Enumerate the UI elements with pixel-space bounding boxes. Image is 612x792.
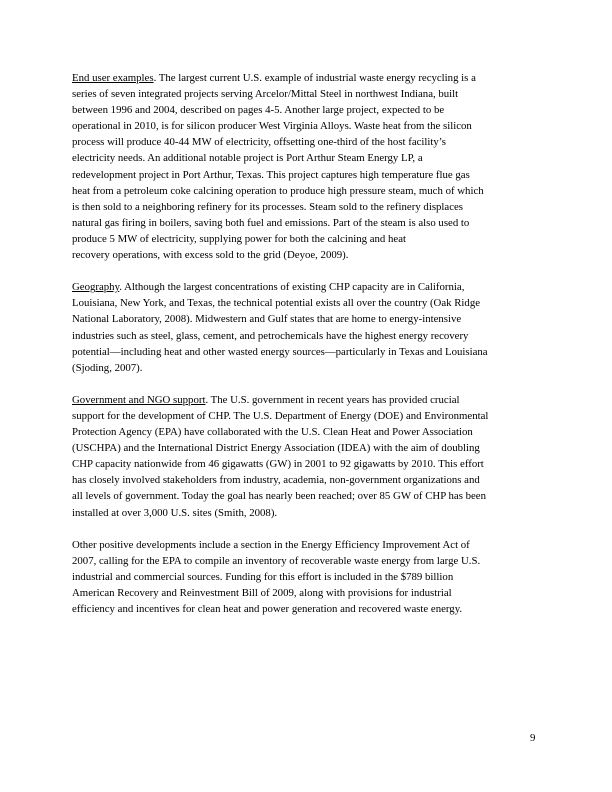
paragraph-line: natural gas firing in boilers, saving both fuel and emissions. Part of the steam is also used to [72,216,470,229]
page-number: 9 [530,732,536,744]
paragraph-line: efficiency and incentives for clean heat and power generation and recovered waste energy. [72,603,463,616]
paragraph-line: produce 5 MW of electricity, supplying power for both the calcining and heat [72,232,407,245]
paragraph-line: support for the development of CHP. The U.S. Department of Energy (DOE) and Environmental [72,409,489,422]
paragraph-line: recovery operations, with excess sold to the grid (Deyoe, 2009). [72,249,349,262]
paragraph-line: (Sjoding, 2007). [72,361,143,374]
paragraph-line: Other positive developments include a section in the Energy Efficiency Improvement Act of [72,538,470,551]
paragraph-line: (USCHPA) and the International District Energy Association (IDEA) with the aim of doubling [72,442,480,455]
paragraph-line: Louisiana, New York, and Texas, the technical potential exists all over the country (Oak Ridge [72,297,481,310]
paragraph-line: series of seven integrated projects serving Arcelor/Mittal Steel in northwest Indiana, built [72,88,459,101]
paragraph-line: has closely involved stakeholders from industry, academia, non-government organizations and [72,474,480,487]
paragraph-line: CHP capacity nationwide from 46 gigawatts (GW) in 2001 to 92 gigawatts by 2010. This effort [72,458,484,471]
section-heading-geography: Geography [72,281,120,294]
paragraph-government-ngo-support [72,392,542,521]
paragraph-line: Protection Agency (EPA) have collaborated with the U.S. Clean Heat and Power Association [72,426,473,439]
section-heading-end-user-examples: End user examples [72,72,154,84]
paragraph-line: American Recovery and Reinvestment Bill of 2009, along with provisions for industrial [72,587,452,599]
paragraph-line: operational in 2010, is for silicon producer West Virginia Alloys. Waste heat from the silicon [72,120,472,133]
paragraph-end-user-examples [72,70,542,263]
paragraph-line: redevelopment project in Port Arthur, Texas. This project captures high temperature flue gas [72,168,470,181]
paragraph-line: industries such as steel, glass, cement, and petrochemicals have the highest energy recovery [72,329,469,342]
body-text [72,70,542,633]
section-heading-government-ngo-support: Government and NGO support [72,393,206,406]
paragraph-line: process will produce 40-44 MW of electricity, offsetting one-third of the host facility’s [72,136,446,149]
paragraph-line: is then sold to a neighboring refinery for its processes. Steam sold to the refinery displaces [72,200,463,213]
paragraph-line: all levels of government. Today the goal has nearly been reached; over 85 GW of CHP has been [72,490,486,503]
paragraph-line: between 1996 and 2004, described on pages 4-5. Another large project, expected to be [72,104,445,117]
paragraph-line: 2007, calling for the EPA to compile an inventory of recoverable waste energy from large U.S. [72,554,481,567]
paragraph-line: electricity needs. An additional notable project is Port Arthur Steam Energy LP, a [72,152,423,165]
paragraph-line: heat from a petroleum coke calcining operation to produce high pressure steam, much of which [72,184,484,197]
paragraph-line: installed at over 3,000 U.S. sites (Smith, 2008). [72,506,278,519]
paragraph-line: industrial and commercial sources. Funding for this effort is included in the $789 billion [72,570,454,583]
paragraph-line: Government and NGO support. The U.S. government in recent years has provided crucial [72,393,460,406]
paragraph-geography [72,279,542,376]
paragraph-line: End user examples. The largest current U.S. example of industrial waste energy recycling is a [72,72,476,84]
paragraph-line: National Laboratory, 2008). Midwestern and Gulf states that are home to energy-intensive [72,313,462,326]
paragraph-other-developments [72,537,542,617]
paragraph-line: potential—including heat and other wasted energy sources—particularly in Texas and Louisiana [72,345,488,358]
paragraph-line: Geography. Although the largest concentrations of existing CHP capacity are in California, [72,281,465,294]
